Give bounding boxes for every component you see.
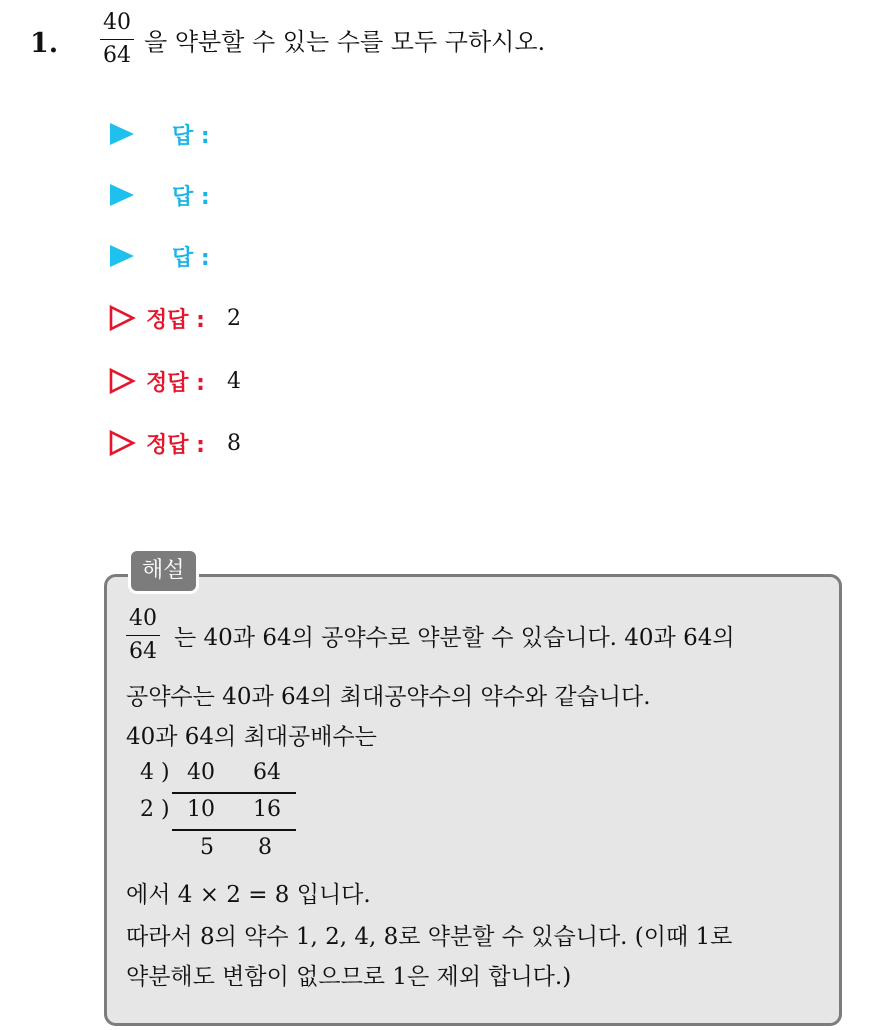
fraction-denominator: 64 bbox=[129, 639, 157, 664]
question-text: 을 약분할 수 있는 수를 모두 구하시오. bbox=[144, 28, 546, 56]
question-fraction bbox=[100, 12, 134, 67]
explanation-line-2: 공약수는 40과 64의 최대공약수의 약수와 같습니다. bbox=[126, 684, 651, 710]
correct-label: 정답 : bbox=[146, 307, 205, 333]
correct-answer-row bbox=[108, 361, 241, 401]
correct-answer-row bbox=[108, 423, 241, 463]
fraction-denominator: 64 bbox=[103, 43, 131, 68]
outline-triangle-icon bbox=[108, 429, 136, 457]
correct-label: 정답 : bbox=[146, 432, 205, 458]
division-value: 40 bbox=[187, 760, 215, 785]
explanation-fraction bbox=[126, 608, 160, 663]
correct-value: 8 bbox=[226, 430, 241, 456]
fraction-numerator: 40 bbox=[126, 608, 160, 636]
division-value: 8 bbox=[258, 835, 272, 860]
explanation-tag: 해설 bbox=[128, 548, 199, 594]
explanation-line-1 bbox=[126, 608, 735, 663]
division-divisor: 4 ) bbox=[140, 760, 170, 785]
answer-slot[interactable] bbox=[110, 236, 210, 276]
outline-triangle-icon bbox=[108, 367, 136, 395]
division-rule bbox=[172, 829, 296, 831]
answer-label: 답 : bbox=[172, 245, 210, 271]
explanation-text: 는 40과 64의 공약수로 약분할 수 있습니다. 40과 64의 bbox=[174, 625, 735, 651]
division-rule bbox=[172, 792, 296, 794]
question-line bbox=[100, 12, 545, 67]
play-triangle-icon bbox=[110, 123, 134, 145]
division-value: 10 bbox=[187, 797, 215, 822]
explanation-line-5: 따라서 8의 약수 1, 2, 4, 8로 약분할 수 있습니다. (이때 1로 bbox=[126, 924, 733, 950]
question-number: 1. bbox=[30, 28, 59, 59]
division-value: 5 bbox=[200, 835, 214, 860]
play-triangle-icon bbox=[110, 184, 134, 206]
correct-value: 2 bbox=[226, 305, 241, 331]
correct-label: 정답 : bbox=[146, 370, 205, 396]
explanation-line-4: 에서 4 × 2 = 8 입니다. bbox=[126, 882, 371, 908]
explanation-line-6: 약분해도 변함이 없으므로 1은 제외 합니다.) bbox=[126, 964, 572, 990]
answer-label: 답 : bbox=[172, 184, 210, 210]
outline-triangle-icon bbox=[108, 304, 136, 332]
division-value: 16 bbox=[253, 797, 281, 822]
answer-label: 답 : bbox=[172, 123, 210, 149]
division-divisor: 2 ) bbox=[140, 797, 170, 822]
answer-slot[interactable] bbox=[110, 175, 210, 215]
play-triangle-icon bbox=[110, 245, 134, 267]
correct-value: 4 bbox=[226, 368, 241, 394]
answer-slot[interactable] bbox=[110, 114, 210, 154]
correct-answer-row bbox=[108, 298, 241, 338]
division-value: 64 bbox=[253, 760, 281, 785]
explanation-line-3: 40과 64의 최대공배수는 bbox=[126, 724, 377, 750]
fraction-numerator: 40 bbox=[100, 12, 134, 40]
